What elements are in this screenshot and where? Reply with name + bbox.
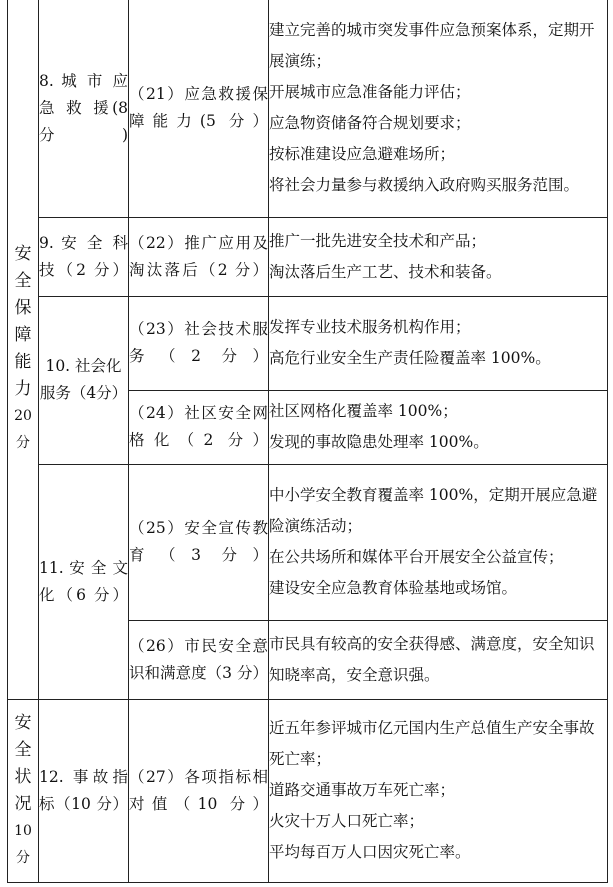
category-char: 安 [14, 244, 32, 265]
requirement-line: 淘汰落后生产工艺、技术和装备。 [269, 262, 502, 281]
evaluation-table [7, 0, 608, 883]
indicator-cell: 8. 城 市 应 急 救 援(8分) [39, 0, 129, 217]
requirements-cell [269, 390, 608, 464]
sub-indicator-cell: （26）市民安全意识和满意度（3 分） [129, 620, 269, 699]
category-char: 全 [14, 739, 32, 760]
sub-indicator-cell: （21）应急救援保障能力(5 分） [129, 0, 269, 217]
category-char: 况 [14, 793, 32, 814]
indicator-cell: 12. 事故指标（10 分） [39, 699, 129, 882]
requirements-cell [269, 464, 608, 620]
requirement-line: 道路交通事故万车死亡率； [269, 781, 456, 799]
requirement-line: 建立完善的城市突发事件应急预案体系，定期开展演练； [269, 21, 595, 71]
requirement-line: 将社会力量参与救援纳入政府购买服务范围。 [269, 176, 580, 195]
category-char: 状 [14, 766, 32, 787]
category-char: 全 [14, 271, 32, 292]
requirements-cell [269, 620, 608, 699]
sub-indicator-cell: （27）各项指标相对值（10 分） [129, 699, 269, 882]
requirement-line: 市民具有较高的安全获得感、满意度，安全知识知晓率高，安全意识强。 [269, 634, 595, 684]
requirement-line: 开展城市应急准备能力评估； [269, 83, 471, 102]
requirement-line: 近五年参评城市亿元国内生产总值生产安全事故死亡率； [269, 719, 595, 768]
requirement-line: 在公共场所和媒体平台开展安全公益宣传； [269, 548, 564, 566]
requirement-line: 中小学安全教育覆盖率 100%，定期开展应急避险演练活动； [269, 486, 598, 535]
table-row [8, 296, 608, 390]
requirement-line: 推广一批先进安全技术和产品； [269, 231, 487, 250]
category-char: 力 [14, 379, 32, 400]
requirement-line: 平均每百万人口因灾死亡率。 [269, 843, 471, 861]
requirements-cell [269, 0, 608, 217]
indicator-cell: 9. 安 全 科技（2 分） [39, 217, 129, 296]
sub-indicator-cell: （23）社会技术服务（2 分） [129, 296, 269, 390]
category-points: 20 [14, 408, 32, 425]
category-safety-capacity [8, 0, 39, 699]
table-row [8, 464, 608, 620]
requirements-cell [269, 296, 608, 390]
category-unit: 分 [16, 435, 30, 452]
requirements-cell [269, 699, 608, 882]
requirement-line: 建设安全应急教育体验基地或场馆。 [269, 579, 518, 597]
requirement-line: 火灾十万人口死亡率； [269, 812, 425, 830]
sub-indicator-cell: （22）推广应用及淘汰落后（2 分） [129, 217, 269, 296]
category-unit: 分 [16, 849, 30, 866]
category-char: 障 [14, 325, 32, 346]
category-char: 安 [14, 712, 32, 733]
requirement-line: 发现的事故隐患处理率 100%。 [269, 433, 489, 451]
table-row [8, 217, 608, 296]
category-char: 保 [14, 298, 32, 319]
requirement-line: 社区网格化覆盖率 100%； [269, 402, 458, 420]
indicator-cell: 10. 社会化服务（4分） [39, 296, 129, 464]
category-safety-status [8, 699, 39, 882]
requirements-cell [269, 217, 608, 296]
table-row [8, 0, 608, 217]
category-points: 10 [14, 822, 32, 839]
requirement-line: 按标准建设应急避难场所； [269, 145, 456, 164]
category-char: 能 [14, 352, 32, 373]
sub-indicator-cell: （24）社区安全网格化（2 分） [129, 390, 269, 464]
table-row [8, 699, 608, 882]
indicator-cell: 11. 安 全 文化（6 分） [39, 464, 129, 699]
requirement-line: 高危行业安全生产责任险覆盖率 100%。 [269, 349, 551, 367]
requirement-line: 发挥专业技术服务机构作用； [269, 318, 471, 336]
sub-indicator-cell: （25）安全宣传教育（3 分） [129, 464, 269, 620]
requirement-line: 应急物资储备符合规划要求； [269, 114, 471, 133]
